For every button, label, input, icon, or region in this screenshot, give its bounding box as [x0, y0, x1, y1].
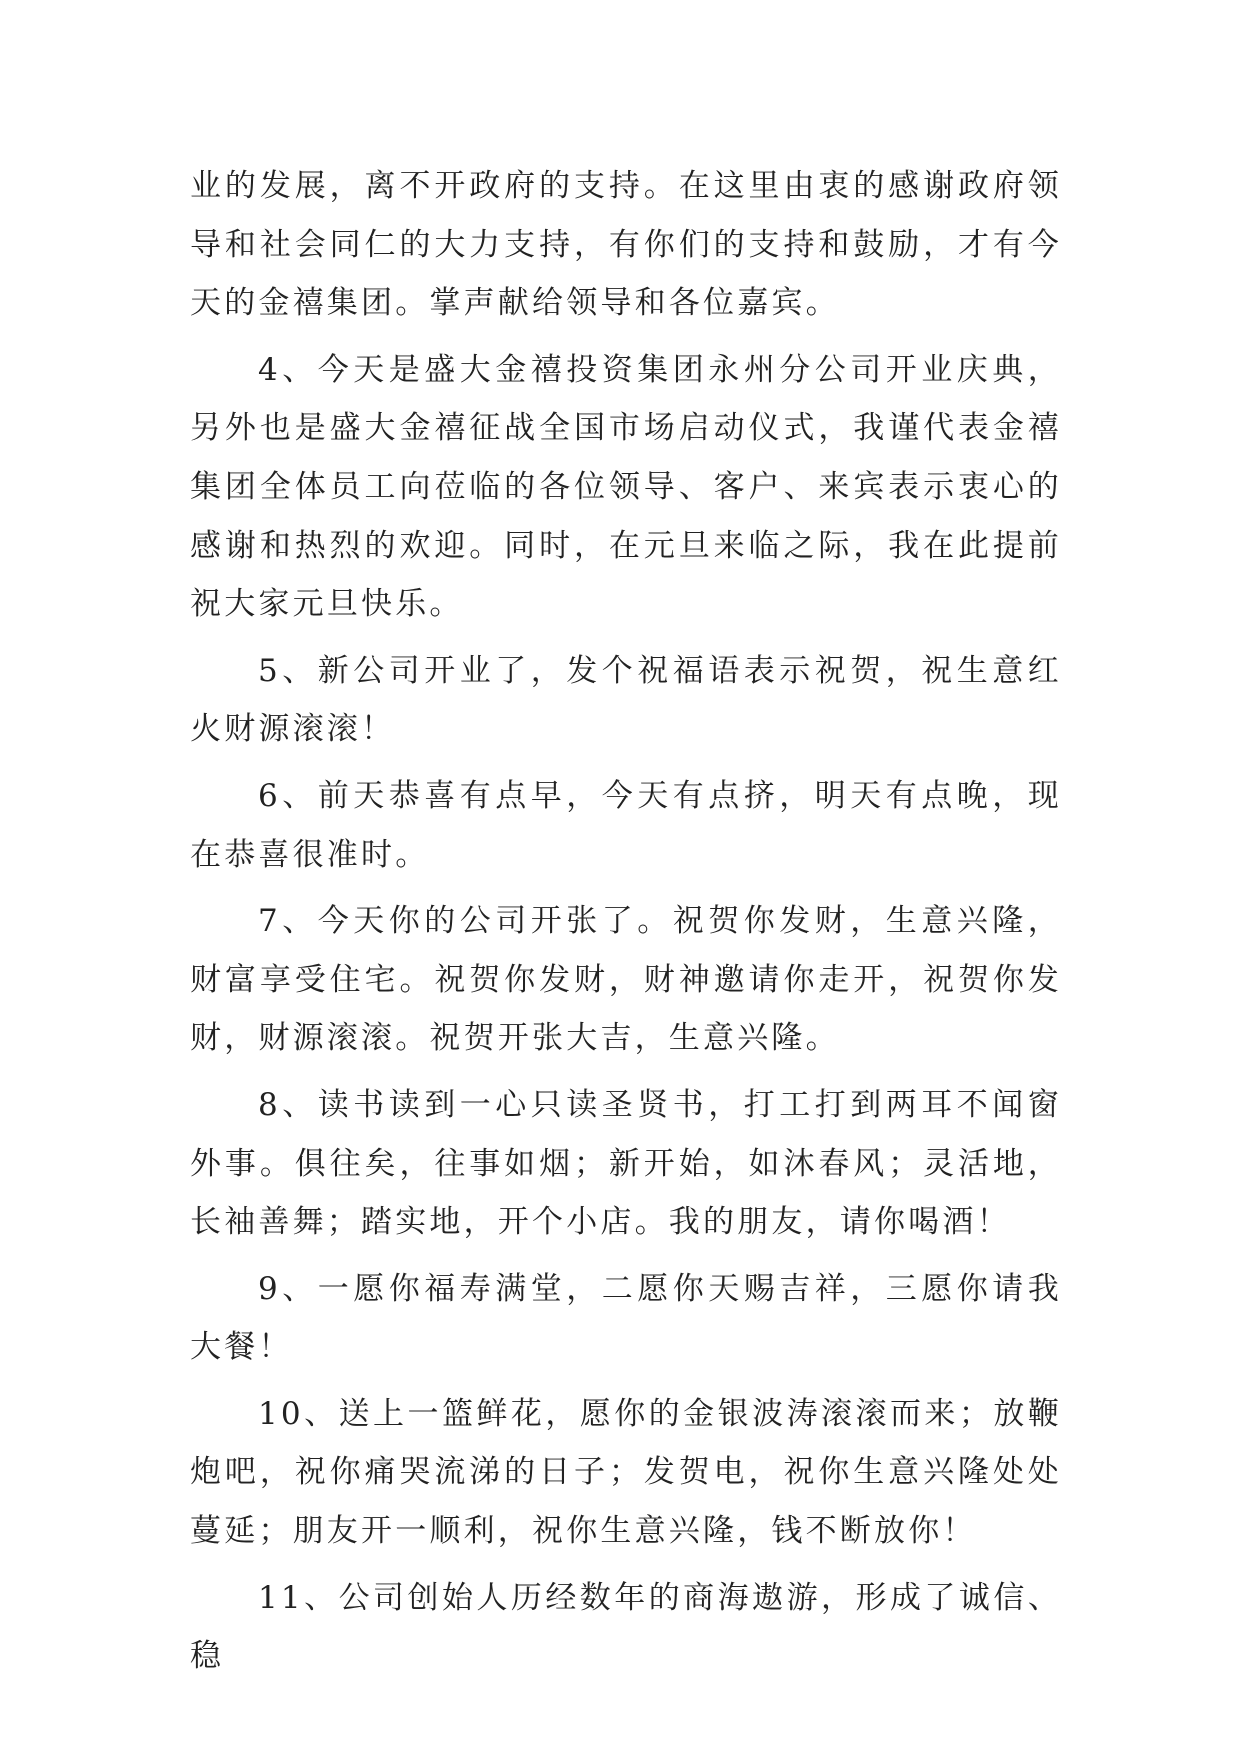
paragraph-item-6: 6、前天恭喜有点早，今天有点挤，明天有点晚，现在恭喜很准时。	[190, 777, 1062, 873]
paragraph-item-8: 8、读书读到一心只读圣贤书，打工打到两耳不闻窗外事。俱往矣，往事如烟；新开始，如沐春风；灵活地，长袖善舞；踏实地，开个小店。我的朋友，请你喝酒！	[190, 1086, 1062, 1241]
paragraph-item-4: 4、今天是盛大金禧投资集团永州分公司开业庆典，另外也是盛大金禧征战全国市场启动仪式，我谨代表金禧集团全体员工向莅临的各位领导、客户、来宾表示衷心的感谢和热烈的欢迎。同时，在元旦来临之际，我在此提前祝大家元旦快乐。	[190, 351, 1062, 623]
document-body	[190, 157, 1062, 1694]
paragraph-item-5: 5、新公司开业了，发个祝福语表示祝贺，祝生意红火财源滚滚！	[190, 652, 1062, 748]
paragraph-continuation: 业的发展，离不开政府的支持。在这里由衷的感谢政府领导和社会同仁的大力支持，有你们的支持和鼓励，才有今天的金禧集团。掌声献给领导和各位嘉宾。	[190, 168, 1062, 322]
paragraph-item-10: 10、送上一篮鲜花，愿你的金银波涛滚滚而来；放鞭炮吧，祝你痛哭流涕的日子；发贺电，祝你生意兴隆处处蔓延；朋友开一顺利，祝你生意兴隆，钱不断放你！	[190, 1395, 1062, 1550]
paragraph-item-9: 9、一愿你福寿满堂，二愿你天赐吉祥，三愿你请我大餐！	[190, 1270, 1062, 1366]
paragraph-item-11: 11、公司创始人历经数年的商海遨游，形成了诚信、稳	[190, 1579, 1062, 1675]
paragraph-item-7: 7、今天你的公司开张了。祝贺你发财，生意兴隆，财富享受住宅。祝贺你发财，财神邀请你走开，祝贺你发财，财源滚滚。祝贺开张大吉，生意兴隆。	[190, 903, 1062, 1057]
